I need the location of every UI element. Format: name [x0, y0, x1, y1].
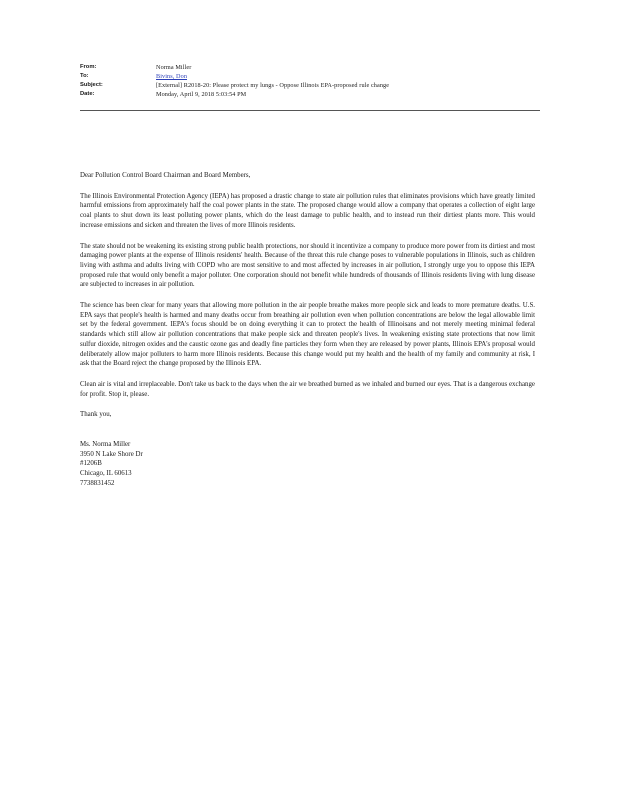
email-header: [80, 63, 540, 99]
from-row: [80, 63, 540, 72]
header-divider: [80, 110, 540, 111]
to-row: [80, 72, 540, 81]
signature-block: [80, 440, 535, 488]
paragraph-1: The Illinois Environmental Protection Agency (IEPA) has proposed a drastic change to state air pollution rules that eliminates provisions which have greatly limited harmful emissions from approximately half the coal power plants in the state. The proposed change would allow a company that operates a collection of eight large coal plants to shut down its least polluting power plants, which do the least damage to public health, and to instead run their dirtiest plants more. This would increase emissions and sicken and threaten the lives of more Illinois residents.: [80, 192, 535, 229]
date-label: Date:: [80, 91, 95, 97]
signature-city: Chicago, IL 60613: [80, 470, 132, 478]
from-value: Norma Miller: [156, 64, 192, 71]
signature-unit: #1206B: [80, 460, 102, 468]
date-value: Monday, April 9, 2018 5:03:54 PM: [156, 91, 247, 98]
letter-body: [80, 171, 535, 489]
date-row: [80, 90, 540, 99]
subject-row: [80, 81, 540, 90]
closing: Thank you,: [80, 411, 112, 419]
paragraph-3: The science has been clear for many years that allowing more pollution in the air people breathe makes more people sick and leads to more premature deaths. U.S. EPA says that people's health is harmed and many deaths occur from breathing air pollution even when pollution concentrations are below the legal allowable limit set by the federal government. IEPA's focus should be on doing everything it can to protect the health of Illinoisans and not merely meeting minimal federal standards which still allow air pollution concentrations that make people sick and threaten people's lives. In weakening existing state protections that now limit sulfur dioxide, nitrogen oxides and the caustic ozone gas and deadly fine particles they form when they are released by power plants, Illinois EPA's proposal would deliberately allow major polluters to harm more Illinois residents. Because this change would put my health and the health of my family and community at risk, I ask that the Board reject the change proposed by the Illinois EPA.: [80, 302, 535, 368]
paragraph-4: Clean air is vital and irreplaceable. Don't take us back to the days when the air we breathed burned as we inhaled and burned our eyes. That is a dangerous exchange for profit. Stop it, please.: [80, 380, 535, 398]
to-label: To:: [80, 73, 89, 79]
subject-value: [External] R2018-20: Please protect my lungs - Oppose Illinois EPA-proposed rule change: [156, 82, 390, 89]
salutation: Dear Pollution Control Board Chairman and Board Members,: [80, 172, 251, 179]
subject-label: Subject:: [80, 82, 103, 88]
signature-street: 3950 N Lake Shore Dr: [80, 450, 143, 458]
from-label: From:: [80, 64, 97, 70]
to-recipient-link[interactable]: Bivins, Don: [156, 73, 188, 80]
paragraph-2: The state should not be weakening its existing strong public health protections, nor should it incentivize a company to produce more power from its dirtiest and most damaging power plants at the expense of Illinois residents' health. Because of the threat this rule change poses to vulnerable populations in Illinois, such as children living with asthma and adults living with COPD who are most sensitive to and most affected by increases in air pollution, I strongly urge you to oppose this IEPA proposed rule that would only benefit a major polluter. One corporation should not benefit while hundreds of thousands of Illinois residents living with lung disease are subjected to increases in air pollution.: [80, 242, 535, 289]
signature-phone: 7738831452: [80, 479, 115, 487]
signature-name: Ms. Norma Miller: [80, 441, 131, 449]
